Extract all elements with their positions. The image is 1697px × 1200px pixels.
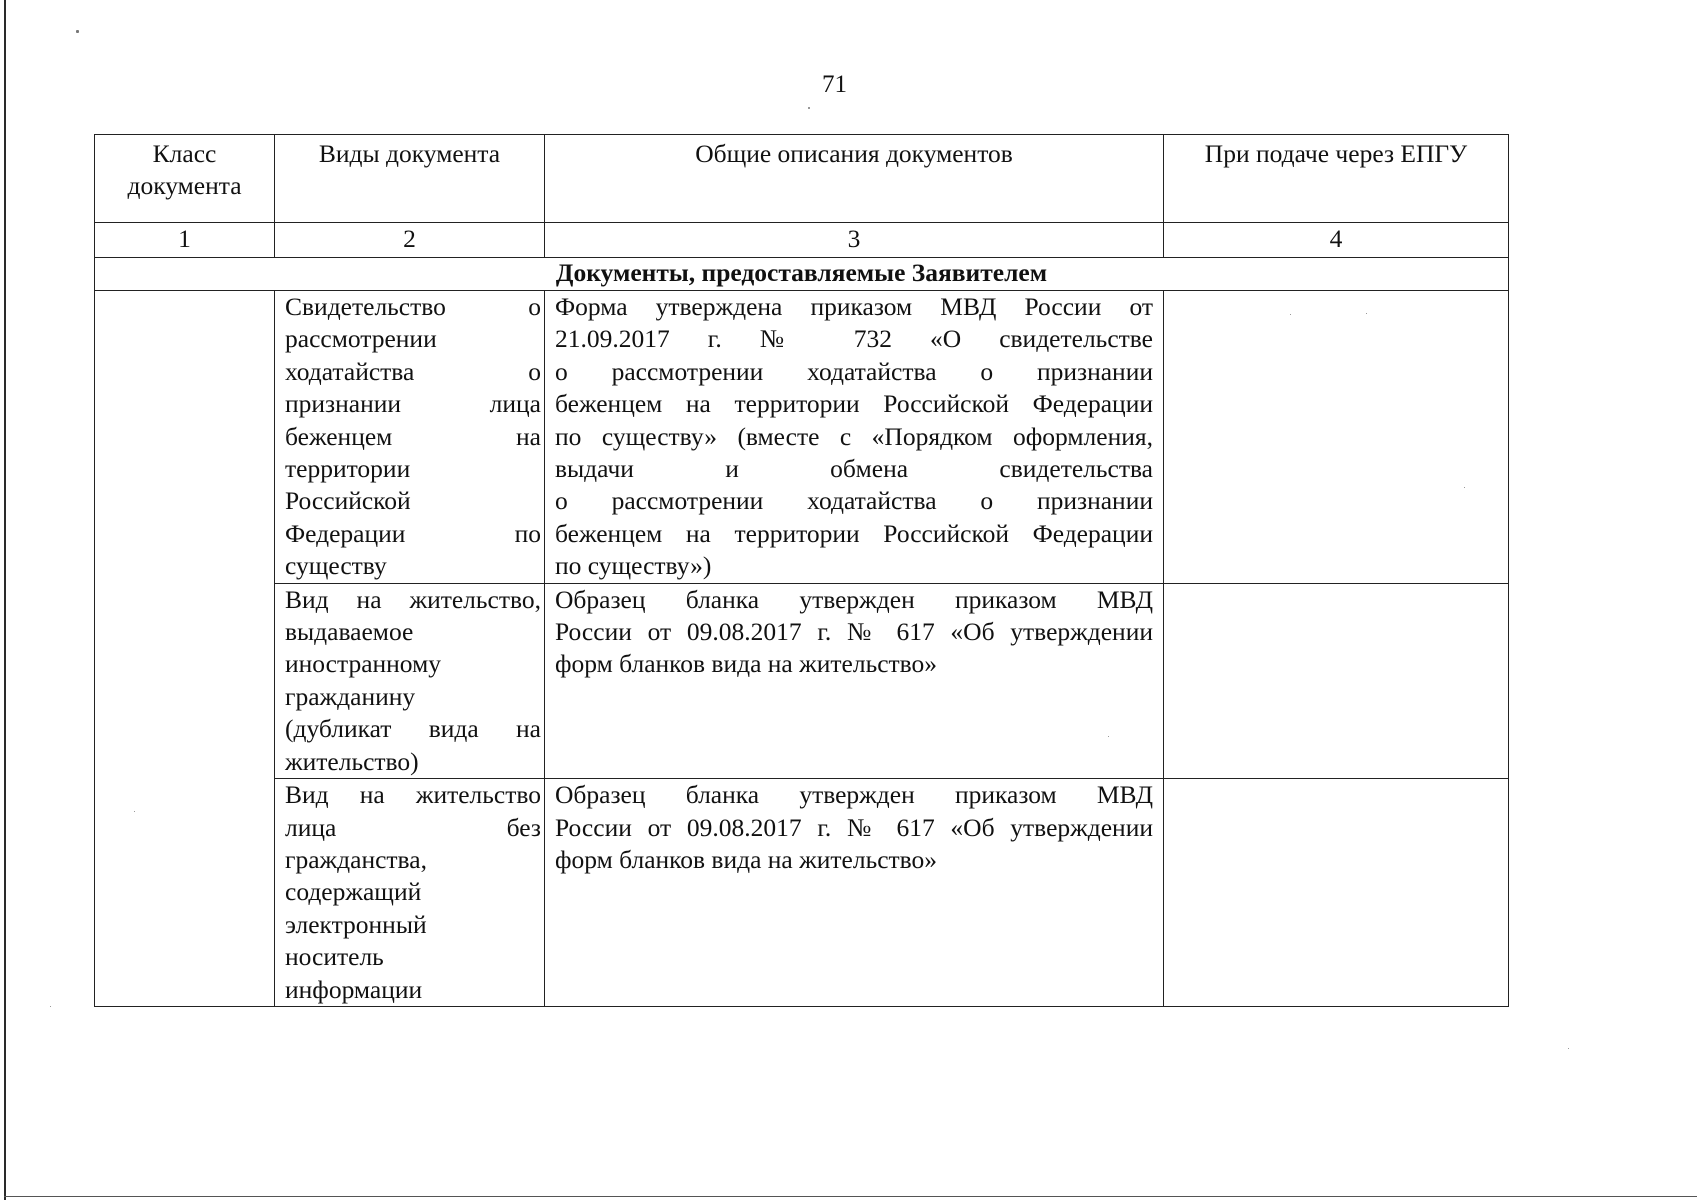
document-type-line: Вид на жительство — [285, 780, 541, 810]
description-line: о рассмотрении ходатайства о признании — [555, 356, 1153, 386]
document-type-line: территории — [285, 454, 411, 484]
table-header-row — [95, 135, 1509, 223]
document-type-line: (дубликат вида на — [285, 714, 541, 744]
documents-table — [94, 134, 1509, 1007]
description-line: форм бланков вида на жительство» — [555, 844, 938, 874]
document-type-line: признании лица — [285, 389, 541, 419]
description-line: 21.09.2017 г. № 732 «О свидетельстве — [555, 324, 1153, 354]
document-type-line: выдаваемое — [285, 617, 414, 647]
document-description-cell — [545, 583, 1164, 778]
document-type-line: электронный — [285, 909, 427, 939]
description-line: России от 09.08.2017 г. № 617 «Об утверждении — [555, 617, 1153, 647]
document-type-cell — [275, 291, 545, 584]
description-line: о рассмотрении ходатайства о признании — [555, 486, 1153, 516]
column-number: 3 — [545, 223, 1164, 258]
description-line: по существу») — [555, 551, 712, 581]
epgu-cell — [1164, 779, 1509, 1007]
section-title: Документы, предоставляемые Заявителем — [95, 258, 1509, 291]
scan-frame-bottom-edge — [4, 1196, 1697, 1197]
document-type-line: рассмотрении — [285, 324, 437, 354]
epgu-cell — [1164, 583, 1509, 778]
column-number: 2 — [275, 223, 545, 258]
document-type-cell — [275, 779, 545, 1007]
description-line: беженцем на территории Российской Федерации — [555, 518, 1153, 548]
document-type-line: беженцем на — [285, 421, 541, 451]
document-type-line: лица без — [285, 812, 541, 842]
document-type-line: Свидетельство о — [285, 292, 541, 321]
description-line: по существу» (вместе с «Порядком оформления, — [555, 421, 1153, 451]
document-type-line: жительство) — [285, 746, 419, 776]
document-type-line: Российской — [285, 486, 411, 516]
column-number-row — [95, 223, 1509, 258]
document-type-cell — [275, 583, 545, 778]
document-type-line: носитель — [285, 942, 384, 972]
header-document-class: Класс документа — [95, 135, 275, 223]
description-line: беженцем на территории Российской Федерации — [555, 389, 1153, 419]
epgu-cell — [1164, 291, 1509, 584]
table-row — [95, 583, 1509, 778]
scan-speck — [808, 107, 810, 109]
column-number: 1 — [95, 223, 275, 258]
description-line: выдачи и обмена свидетельства — [555, 454, 1153, 484]
document-type-line: гражданину — [285, 681, 416, 711]
document-type-line: Вид на жительство, — [285, 584, 541, 614]
document-type-line: иностранному — [285, 649, 441, 679]
document-type-line: информации — [285, 974, 423, 1004]
description-line: форм бланков вида на жительство» — [555, 649, 938, 679]
document-type-line: ходатайства о — [285, 356, 541, 386]
description-line: Образец бланка утвержден приказом МВД — [555, 584, 1153, 614]
table-row — [95, 779, 1509, 1007]
scan-speck — [50, 1006, 51, 1007]
description-line: Образец бланка утвержден приказом МВД — [555, 780, 1153, 810]
scan-speck — [76, 30, 79, 33]
scan-speck — [1568, 1048, 1569, 1049]
document-type-line: существу — [285, 551, 387, 581]
column-number: 4 — [1164, 223, 1509, 258]
document-description-cell — [545, 291, 1164, 584]
page-number: 71 — [822, 71, 847, 98]
header-document-types: Виды документа — [275, 135, 545, 223]
table-row — [95, 291, 1509, 584]
document-type-line: содержащий — [285, 877, 422, 907]
document-description-cell — [545, 779, 1164, 1007]
header-epgu-submission: При подаче через ЕПГУ — [1164, 135, 1509, 223]
document-type-line: гражданства, — [285, 844, 427, 874]
scan-frame-left-edge — [4, 0, 6, 1200]
description-line: Форма утверждена приказом МВД России от — [555, 292, 1153, 321]
document-class-cell — [95, 291, 275, 1007]
section-title-row — [95, 258, 1509, 291]
document-type-line: Федерации по — [285, 518, 541, 548]
description-line: России от 09.08.2017 г. № 617 «Об утверждении — [555, 812, 1153, 842]
header-general-descriptions: Общие описания документов — [545, 135, 1164, 223]
